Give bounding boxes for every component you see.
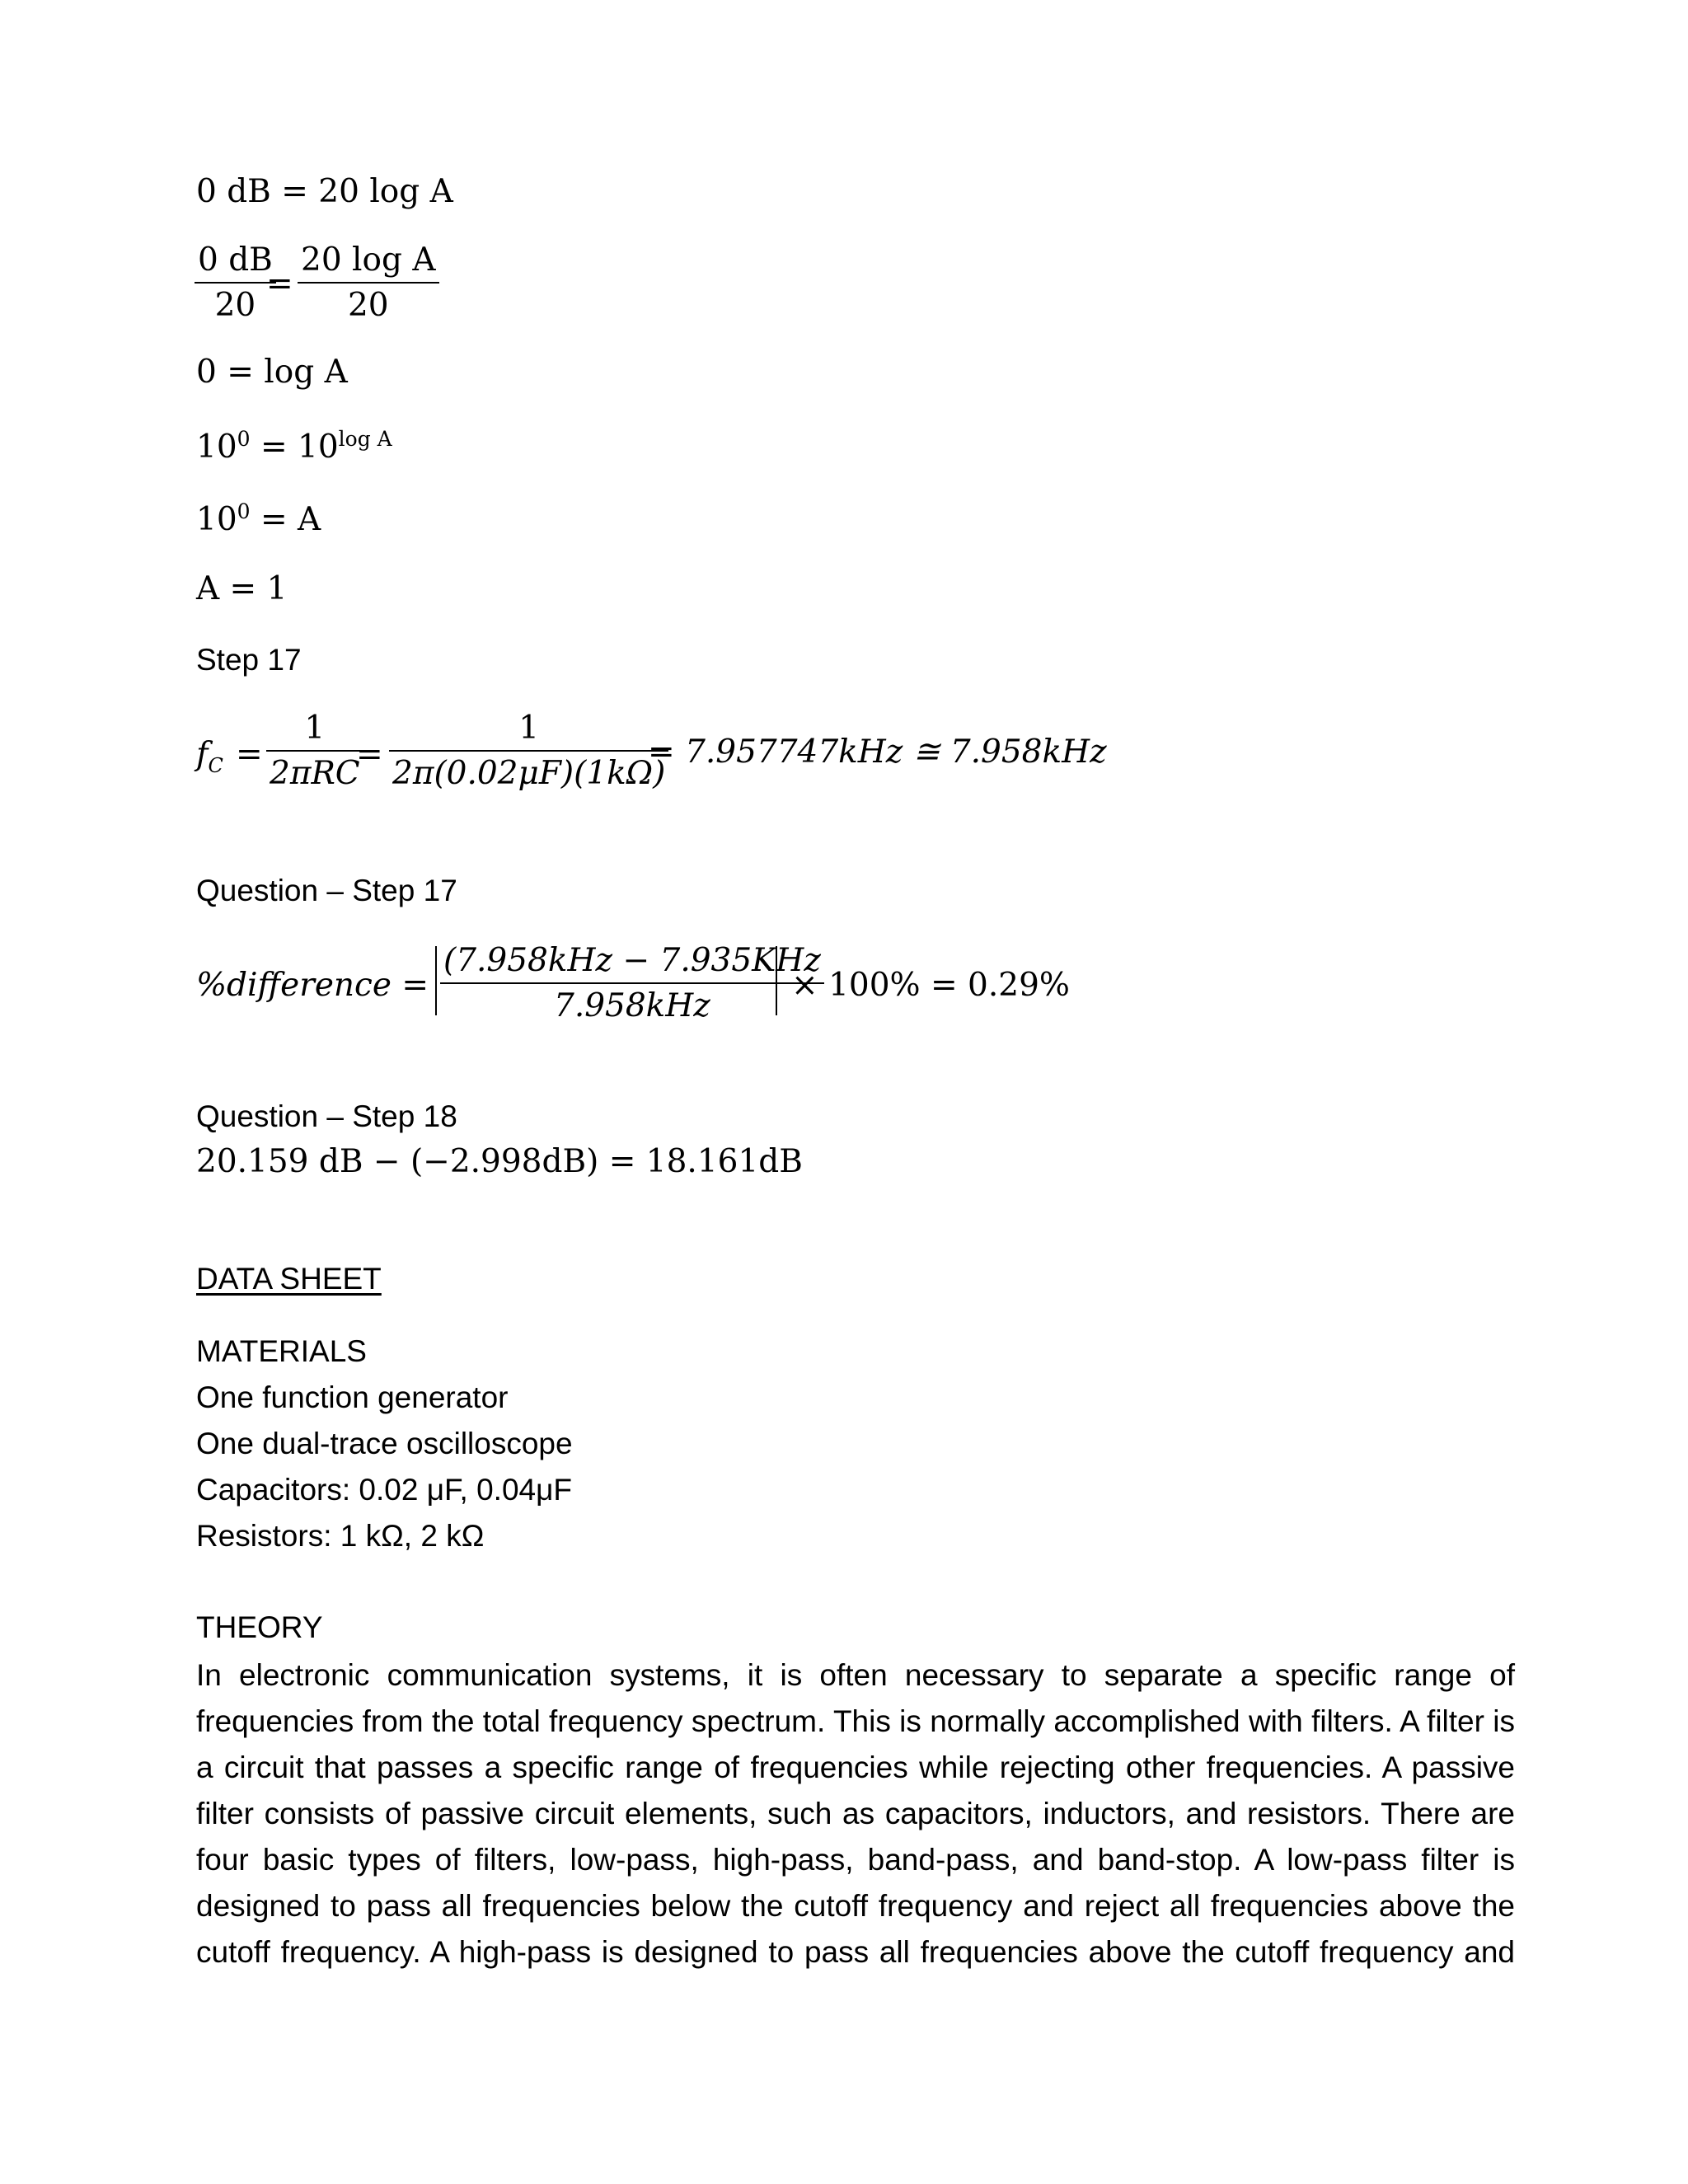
- step-17-heading: Step 17: [196, 643, 302, 677]
- fraction-denominator: 2π(0.02μF)(1kΩ): [392, 755, 666, 792]
- fraction-numerator: (7.958kHz − 7.935KHz: [443, 942, 821, 979]
- materials-item: Capacitors: 0.02 μF, 0.04μF: [196, 1473, 573, 1507]
- theory-line: designed to pass all frequencies below the cutoff frequency and reject all frequencies above the: [196, 1889, 1515, 1923]
- equation-log-a: 0 = log A: [196, 354, 348, 391]
- fraction-1-over-values: [389, 712, 668, 790]
- fraction-1-over-2pirc: [266, 712, 363, 790]
- materials-heading: MATERIALS: [196, 1334, 367, 1368]
- fraction-denominator: 2πRC: [270, 755, 360, 792]
- theory-line: filter consists of passive circuit elements, such as capacitors, inductors, and resistors. There are: [196, 1797, 1515, 1830]
- equation-power-of-ten: $10^0 = 10^{log A}$: [196, 427, 392, 466]
- fraction-difference: [440, 944, 824, 1022]
- fraction-denominator: 7.958kHz: [554, 987, 710, 1024]
- fraction-denominator: 20: [347, 287, 389, 324]
- materials-item: One function generator: [196, 1380, 509, 1414]
- materials-item: Resistors: 1 kΩ, 2 kΩ: [196, 1519, 485, 1553]
- data-sheet-heading: DATA SHEET: [196, 1262, 382, 1296]
- theory-line: a circuit that passes a specific range of frequencies while rejecting other frequencies. A passive: [196, 1750, 1515, 1784]
- equation-0db: 0 dB = 20 log A: [196, 173, 453, 210]
- equation-a-equals-1: A = 1: [196, 570, 288, 607]
- percent-difference-result: × 100% = 0.29%: [791, 967, 1070, 1004]
- theory-line: In electronic communication systems, it is often necessary to separate a specific range of: [196, 1658, 1515, 1692]
- question-step-18-heading: Question – Step 18: [196, 1099, 457, 1133]
- fraction-numerator: 1: [518, 710, 540, 747]
- theory-line: cutoff frequency. A high-pass is designed to pass all frequencies above the cutoff frequency and: [196, 1935, 1515, 1969]
- theory-line: four basic types of filters, low-pass, high-pass, band-pass, and band-stop. A low-pass filter is: [196, 1843, 1515, 1877]
- theory-paragraph: [196, 1652, 1515, 1975]
- fraction-numerator: 20 log A: [301, 241, 436, 279]
- fc-symbol: $f_C$: [196, 736, 223, 777]
- cutoff-frequency-result: = 7.957747kHz ≅ 7.958kHz: [648, 733, 1107, 771]
- db-difference-equation: 20.159 dB − (−2.998dB) = 18.161dB: [196, 1143, 803, 1180]
- fraction-numerator: 1: [304, 710, 326, 747]
- theory-line: frequencies from the total frequency spectrum. This is normally accomplished with filters. A filter is: [196, 1704, 1515, 1738]
- materials-item: One dual-trace oscilloscope: [196, 1427, 573, 1460]
- theory-heading: THEORY: [196, 1610, 323, 1644]
- fraction-20loga-over-20: [298, 241, 439, 324]
- absolute-value-bar-right: [776, 946, 777, 1015]
- equals-sign: =: [356, 736, 383, 773]
- equation-ten-zero-equals-a: $10^0 = A$: [196, 499, 321, 538]
- fraction-0db-over-20: [195, 241, 276, 324]
- percent-difference-label: %difference =: [196, 967, 429, 1004]
- fraction-denominator: 20: [214, 287, 256, 324]
- fraction-numerator: 0 dB: [198, 241, 273, 279]
- question-step-17-heading: Question – Step 17: [196, 874, 457, 907]
- equals-sign: =: [266, 265, 293, 302]
- absolute-value-bar-left: [435, 946, 437, 1015]
- equals-sign: =: [236, 736, 263, 773]
